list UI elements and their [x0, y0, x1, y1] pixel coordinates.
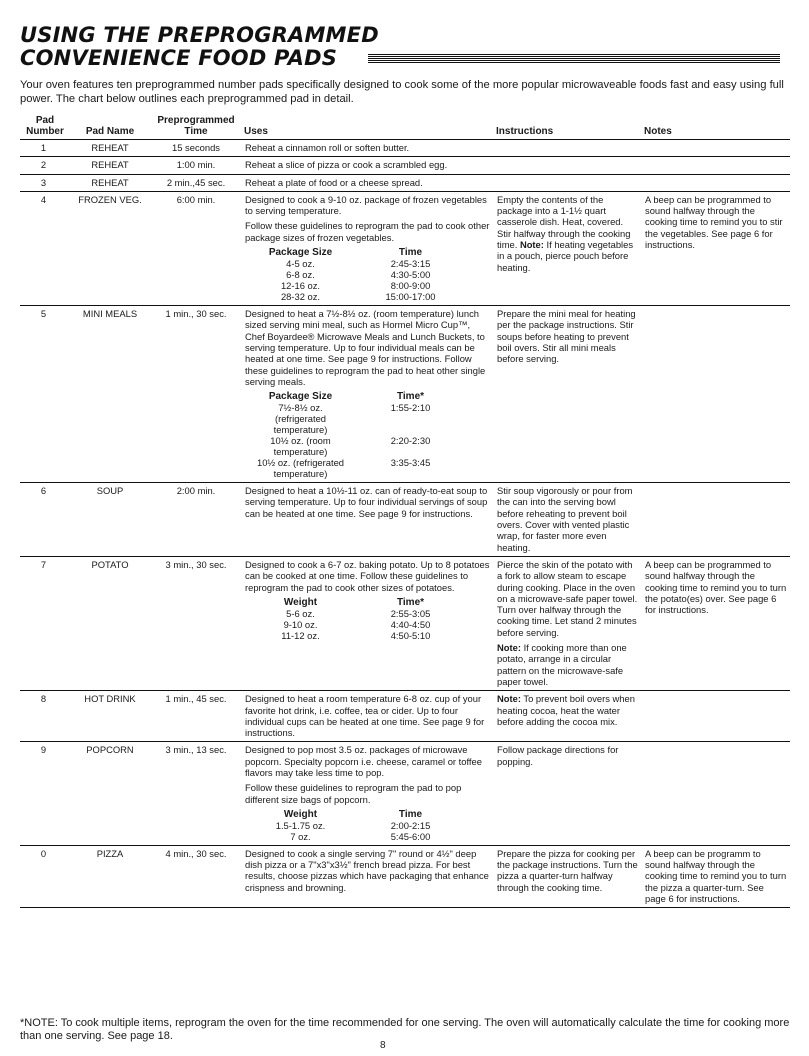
table-row — [20, 742, 790, 845]
guide-header-time: Time* — [396, 391, 425, 403]
guide-size: 9-10 oz. — [283, 618, 318, 630]
table-row — [20, 157, 790, 174]
instructions-text: Empty the contents of the package into a 1-1½ quart casserole dish. Heat, covered. Stir halfway through the cooking time. — [497, 193, 631, 251]
table-row — [20, 191, 790, 305]
title-rule — [368, 54, 780, 63]
guide-size: 7 oz. — [290, 830, 311, 842]
guide-time: 2:45-3:15 — [390, 258, 431, 270]
pad-name: MINI MEALS — [70, 306, 150, 483]
note-label: Note: — [497, 693, 521, 705]
guide-time: 4:40-4:50 — [390, 618, 431, 630]
pad-number: 8 — [20, 691, 70, 742]
pad-uses: Reheat a slice of pizza or cook a scrambled egg. — [242, 157, 494, 174]
guide-header-size: Package Size — [268, 247, 333, 259]
pad-uses — [242, 191, 494, 305]
guide-row — [253, 402, 473, 435]
guide-time: 15:00-17:00 — [385, 291, 436, 303]
guide-time: 4:30-5:00 — [390, 269, 431, 281]
pad-name: FROZEN VEG. — [70, 191, 150, 305]
pad-uses: Reheat a plate of food or a cheese spread. — [242, 174, 494, 191]
table-row — [20, 483, 790, 557]
instructions-text: Pierce the skin of the potato with a fork to allow steam to escape during cooking. Place in the oven on a microwave-safe paper towel. Turn over halfway through the cooking time. Let stand 2 minutes before serving. — [497, 558, 638, 638]
pad-instructions — [494, 174, 642, 191]
uses-text: Designed to cook a 6-7 oz. baking potato. Up to 8 potatoes can be cooked at one time. Follow these guidelines to reprogram the pad to cook other sizes of potatoes. — [245, 558, 490, 593]
pad-notes — [642, 306, 790, 483]
pad-instructions: Prepare the pizza for cooking per the package instructions. Turn the pizza a quarter-turn halfway through the cooking time. — [494, 845, 642, 907]
guide-size: 10½ oz. (refrigerated temperature) — [256, 457, 345, 480]
guide-size: 5-6 oz. — [286, 607, 315, 619]
note-text: If cooking more than one potato, arrange in a circular pattern on the microwave-safe paper towel. — [497, 642, 627, 687]
guide-time: 8:00-9:00 — [390, 280, 431, 292]
pad-uses — [242, 556, 494, 690]
footnote: *NOTE: To cook multiple items, reprogram the oven for the time recommended for one serving. The oven will automatically calculate the time for cooking more than one serving. See page 18. — [20, 1017, 790, 1042]
pad-notes — [642, 157, 790, 174]
pad-instructions — [494, 157, 642, 174]
guide-row — [253, 258, 473, 269]
pad-notes — [642, 483, 790, 557]
pad-uses — [242, 306, 494, 483]
uses-text: Designed to cook a 9-10 oz. package of frozen vegetables to serving temperature. — [245, 193, 487, 217]
guide-size: 4-5 oz. — [286, 258, 315, 270]
pad-number: 4 — [20, 191, 70, 305]
pad-uses: Designed to heat a 10½-11 oz. can of ready-to-eat soup to serving temperature. Up to four individual servings of soup can be heated at one time. See page 9 for instructions. — [242, 483, 494, 557]
pad-instructions: Follow package directions for popping. — [494, 742, 642, 845]
pad-time: 3 min., 30 sec. — [150, 556, 242, 690]
uses-text: Follow these guidelines to reprogram the pad to pop different size bags of popcorn. — [245, 782, 462, 805]
pad-time: 1 min., 30 sec. — [150, 306, 242, 483]
pad-number: 0 — [20, 845, 70, 907]
pad-number: 2 — [20, 157, 70, 174]
note-text: If heating vegetables in a pouch, pierce pouch before heating. — [497, 239, 634, 273]
page-number: 8 — [380, 1040, 386, 1051]
guide-row — [253, 269, 473, 280]
pad-name: SOUP — [70, 483, 150, 557]
guide-row — [253, 820, 473, 831]
pad-uses — [242, 742, 494, 845]
pad-instructions — [494, 556, 642, 690]
pad-name: PIZZA — [70, 845, 150, 907]
reprogram-guide-table — [253, 597, 473, 641]
pad-time: 2:00 min. — [150, 483, 242, 557]
pad-name: POPCORN — [70, 742, 150, 845]
pad-notes — [642, 742, 790, 845]
guide-time: 1:55-2:10 — [390, 402, 431, 414]
guide-time: 2:20-2:30 — [390, 435, 431, 447]
page-title-line-1: USING THE PREPROGRAMMED — [20, 23, 379, 47]
pad-time: 6:00 min. — [150, 191, 242, 305]
table-header-row — [20, 115, 790, 140]
pad-uses: Designed to cook a single serving 7" round or 4½" deep dish pizza or a 7"x3"x3½" french bread pizza. For best results, choose pizzas which have packaging that enhance crispness and browning. — [242, 845, 494, 907]
guide-time: 2:55-3:05 — [390, 607, 431, 619]
table-row — [20, 140, 790, 157]
pad-name: REHEAT — [70, 174, 150, 191]
guide-size: 7½-8½ oz. (refrigerated temperature) — [273, 402, 328, 436]
guide-header-time: Time — [398, 247, 423, 259]
guide-size: 11-12 oz. — [281, 629, 320, 641]
table-row — [20, 691, 790, 742]
pad-instructions: Prepare the mini meal for heating per the package instructions. Stir soups before heating to prevent boil overs. Stir all mini meals before serving. — [494, 306, 642, 483]
intro-paragraph: Your oven features ten preprogrammed number pads specifically designed to cook some of the more popular microwaveable foods fast and easy using full power. The chart below outlines each preprogrammed pad in detail. — [20, 79, 784, 105]
header-notes: Notes — [642, 115, 790, 140]
convenience-pads-table — [20, 115, 790, 908]
guide-size: 12-16 oz. — [280, 280, 321, 292]
pad-instructions — [494, 191, 642, 305]
page-title — [20, 24, 379, 70]
pad-uses: Designed to heat a room temperature 6-8 oz. cup of your favorite hot drink, i.e. coffee, tea or cider. Up to four individual cups can be heated at one time. See page 9 for instructions. — [242, 691, 494, 742]
pad-notes: A beep can be programmed to sound halfway through the cooking time to remind you to stir the vegetables. See page 6 for instructions. — [642, 191, 790, 305]
pad-uses: Reheat a cinnamon roll or soften butter. — [242, 140, 494, 157]
pad-time: 1:00 min. — [150, 157, 242, 174]
pad-time: 3 min., 13 sec. — [150, 742, 242, 845]
guide-row — [253, 280, 473, 291]
instructions-note — [497, 642, 639, 687]
guide-row — [253, 457, 473, 479]
uses-text: Designed to heat a 7½-8½ oz. (room temperature) lunch sized serving mini meal, such as Hormel Micro Cup™, Chef Boyardee® Microwave Meals and Lunch Buckets, to serving temperature. Up to four individual meals can be heated at one time. See page 9 for instructions. Follow these guidelines to reprogram the pad to heat other single serving meals. — [245, 308, 486, 387]
guide-header-size: Weight — [283, 596, 318, 608]
pad-name: REHEAT — [70, 157, 150, 174]
pad-number: 9 — [20, 742, 70, 845]
pad-number: 6 — [20, 483, 70, 557]
guide-time: 5:45-6:00 — [390, 830, 431, 842]
guide-time: 3:35-3:45 — [390, 457, 431, 469]
guide-row — [253, 435, 473, 457]
pad-time: 1 min., 45 sec. — [150, 691, 242, 742]
guide-header-time: Time* — [396, 596, 425, 608]
reprogram-guide-table — [253, 391, 473, 479]
guide-time: 4:50-5:10 — [390, 629, 431, 641]
pad-time: 15 seconds — [150, 140, 242, 157]
pad-time: 2 min.,45 sec. — [150, 174, 242, 191]
header-preprogrammed-time: Preprogrammed Time — [150, 115, 242, 140]
pad-notes — [642, 140, 790, 157]
guide-row — [253, 619, 473, 630]
pad-name: HOT DRINK — [70, 691, 150, 742]
header-instructions: Instructions — [494, 115, 642, 140]
table-row — [20, 556, 790, 690]
guide-row — [253, 831, 473, 842]
pad-number: 5 — [20, 306, 70, 483]
uses-text: Follow these guidelines to reprogram the pad to cook other package sizes of frozen vegetables. — [245, 220, 490, 243]
guide-header-time: Time — [398, 808, 423, 820]
guide-row — [253, 630, 473, 641]
pad-name: POTATO — [70, 556, 150, 690]
guide-size: 10½ oz. (room temperature) — [270, 435, 331, 458]
pad-notes — [642, 174, 790, 191]
pad-notes — [642, 691, 790, 742]
guide-time: 2:00-2:15 — [390, 819, 431, 831]
guide-header-size: Package Size — [268, 391, 333, 403]
table-row — [20, 174, 790, 191]
guide-size: 1.5-1.75 oz. — [275, 819, 326, 831]
guide-row — [253, 291, 473, 302]
table-row — [20, 845, 790, 907]
header-pad-number: Pad Number — [20, 115, 70, 140]
uses-text: Designed to pop most 3.5 oz. packages of microwave popcorn. Specialty popcorn i.e. cheese, caramel or toffee flavors may take less time to pop. — [245, 744, 482, 778]
reprogram-guide-table — [253, 247, 473, 302]
guide-row — [253, 608, 473, 619]
guide-size: 28-32 oz. — [280, 291, 321, 303]
pad-instructions — [494, 140, 642, 157]
note-label: Note: — [519, 239, 544, 251]
pad-time: 4 min., 30 sec. — [150, 845, 242, 907]
pad-number: 1 — [20, 140, 70, 157]
table-row — [20, 306, 790, 483]
page-title-line-2: CONVENIENCE FOOD PADS — [20, 46, 338, 70]
pad-name: REHEAT — [70, 140, 150, 157]
guide-header-size: Weight — [283, 808, 318, 820]
reprogram-guide-table — [253, 809, 473, 842]
guide-size: 6-8 oz. — [286, 269, 315, 281]
pad-number: 3 — [20, 174, 70, 191]
pad-instructions — [494, 691, 642, 742]
header-pad-name: Pad Name — [70, 115, 150, 140]
pad-instructions: Stir soup vigorously or pour from the can into the serving bowl before reheating to prevent boil overs. Cover with vented plastic wrap, for faster more even heating. — [494, 483, 642, 557]
note-text: To prevent boil overs when heating cocoa, heat the water before adding the cocoa mix. — [497, 693, 635, 727]
pad-number: 7 — [20, 556, 70, 690]
header-uses: Uses — [242, 115, 494, 140]
note-label: Note: — [497, 642, 521, 654]
pad-notes: A beep can be programmed to sound halfway through the cooking time to remind you to turn the potato(es) over. See page 6 for instructions. — [642, 556, 790, 690]
pad-notes: A beep can be programm to sound halfway through the cooking time to remind you to turn the pizza a quarter-turn. See page 6 for instructions. — [642, 845, 790, 907]
